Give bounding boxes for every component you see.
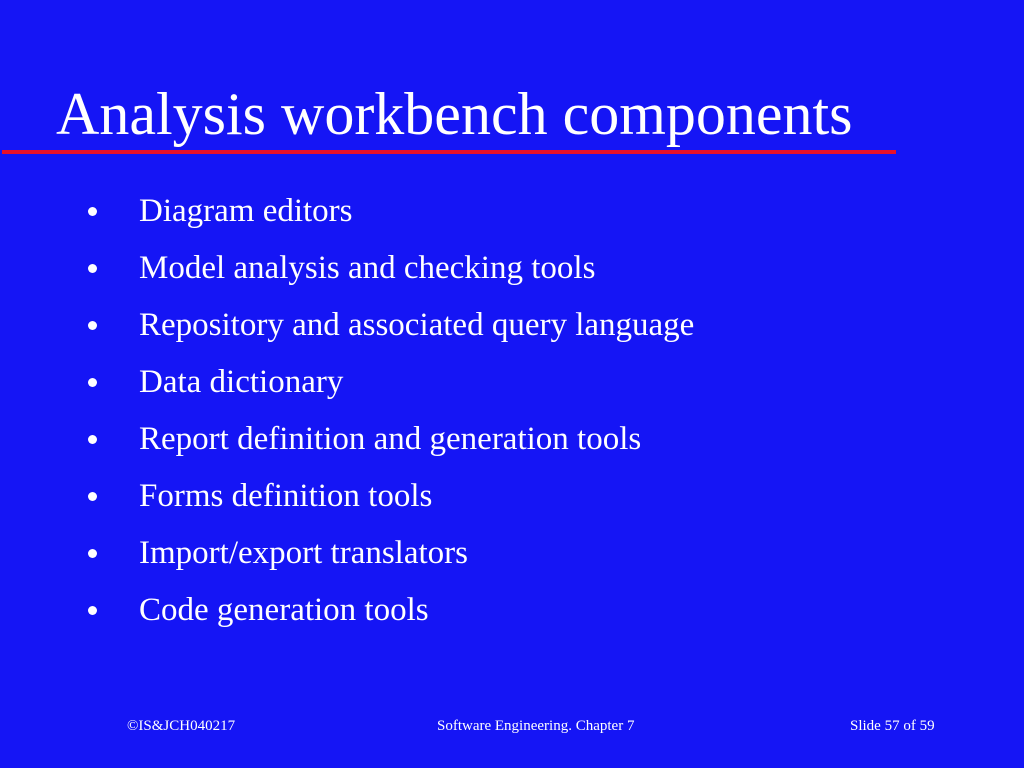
list-item-text: Diagram editors bbox=[139, 193, 353, 229]
footer-slide-number: Slide 57 of 59 bbox=[850, 718, 935, 734]
list-item-text: Repository and associated query language bbox=[139, 307, 695, 343]
bullet-icon bbox=[88, 207, 97, 216]
list-item bbox=[0, 356, 1024, 413]
title-underline bbox=[2, 150, 896, 154]
bullet-icon bbox=[88, 435, 97, 444]
slide-title: Analysis workbench components bbox=[56, 81, 853, 147]
footer-copyright: ©IS&JCH040217 bbox=[127, 718, 236, 734]
list-item bbox=[0, 242, 1024, 299]
list-item-text: Forms definition tools bbox=[139, 478, 433, 514]
bullet-icon bbox=[88, 264, 97, 273]
list-item bbox=[0, 584, 1024, 641]
list-item-text: Report definition and generation tools bbox=[139, 421, 642, 457]
list-item bbox=[0, 470, 1024, 527]
list-item-text: Import/export translators bbox=[139, 535, 469, 571]
bullet-icon bbox=[88, 606, 97, 615]
bullet-icon bbox=[88, 549, 97, 558]
list-item bbox=[0, 413, 1024, 470]
list-item-text: Model analysis and checking tools bbox=[139, 250, 596, 286]
bullet-icon bbox=[88, 492, 97, 501]
list-item bbox=[0, 185, 1024, 242]
list-item bbox=[0, 299, 1024, 356]
list-item-text: Code generation tools bbox=[139, 592, 429, 628]
bullet-icon bbox=[88, 321, 97, 330]
list-item-text: Data dictionary bbox=[139, 364, 344, 400]
bullet-icon bbox=[88, 378, 97, 387]
list-item bbox=[0, 527, 1024, 584]
footer-course-title: Software Engineering. Chapter 7 bbox=[437, 718, 635, 734]
bullet-list bbox=[0, 185, 1024, 641]
